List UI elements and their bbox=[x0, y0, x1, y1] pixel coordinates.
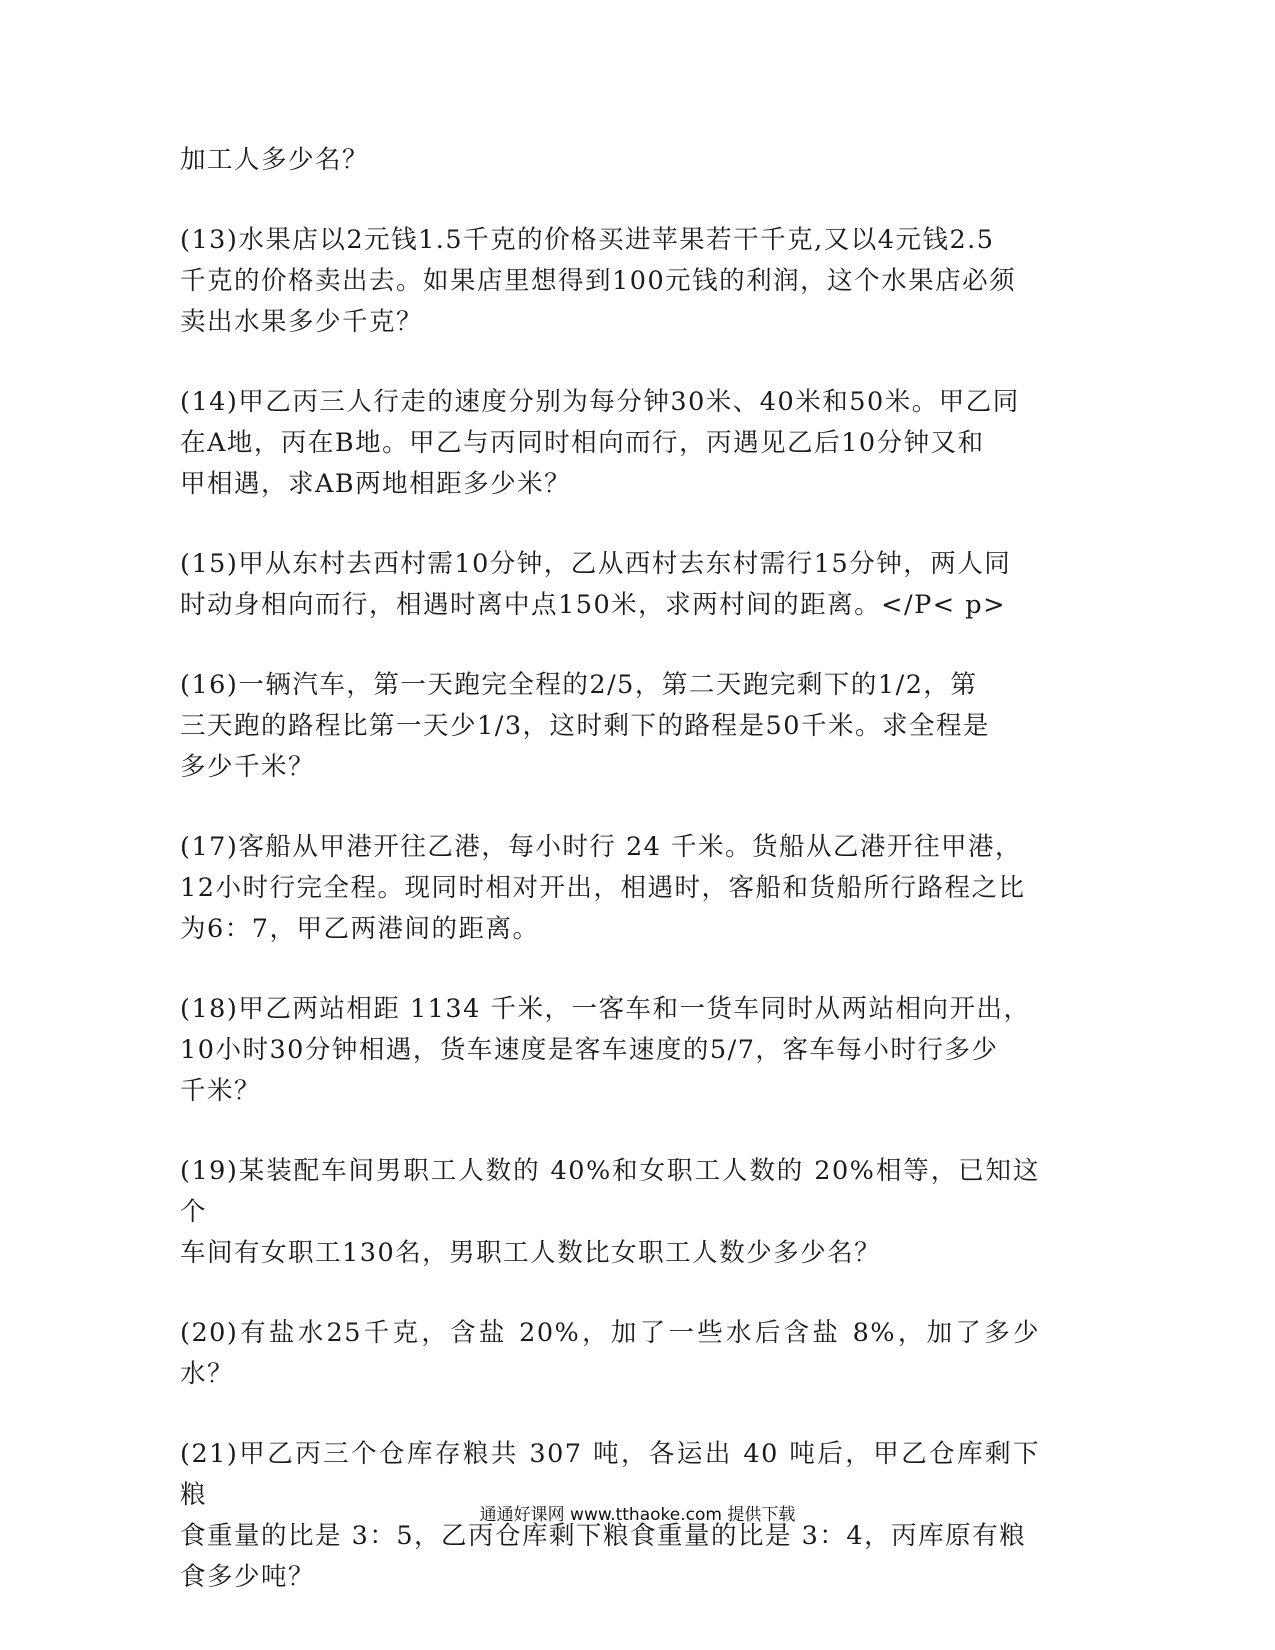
problem-17: (17)客船从甲港开往乙港，每小时行 24 千米。货船从乙港开往甲港， 12小时行完全程。现同时相对开出，相遇时，客船和货船所行路程之比 为6：7，甲乙两港间的距离。 bbox=[180, 832, 1026, 944]
problem-13: (13)水果店以2元钱1.5千克的价格买进苹果若干千克,又以4元钱2.5 千克的价格卖出去。如果店里想得到100元钱的利润，这个水果店必须 卖出水果多少千克？ bbox=[180, 225, 1017, 337]
problem-21: (21)甲乙丙三个仓库存粮共 307 吨，各运出 40 吨后，甲乙仓库剩下粮 食重量的比是 3：5，乙丙仓库剩下粮食重量的比是 3：4，丙库原有粮 食多少吨？ bbox=[180, 1439, 1040, 1592]
problem-16: (16)一辆汽车，第一天跑完全程的2/5，第二天跑完剩下的1/2，第 三天跑的路程比第一天少1/3，这时剩下的路程是50千米。求全程是 多少千米？ bbox=[180, 670, 990, 782]
problem-14: (14)甲乙丙三人行走的速度分别为每分钟30米、40米和50米。甲乙同 在A地，丙在B地。甲乙与丙同时相向而行，丙遇见乙后10分钟又和 甲相遇，求AB两地相距多少米？ bbox=[180, 387, 1020, 499]
problem-19: (19)某装配车间男职工人数的 40%和女职工人数的 20%相等，已知这个 车间有女职工130名，男职工人数比女职工人数少多少名？ bbox=[180, 1156, 1040, 1268]
problem-15: (15)甲从东村去西村需10分钟，乙从西村去东村需行15分钟，两人同 时动身相向而行，相遇时离中点150米，求两村间的距离。</P< p> bbox=[180, 549, 1012, 620]
document-body bbox=[180, 140, 1040, 1637]
problem-18: (18)甲乙两站相距 1134 千米，一客车和一货车同时从两站相向开出， 10小时30分钟相遇，货车速度是客车速度的5/7，客车每小时行多少 千米？ bbox=[180, 994, 1031, 1106]
problem-20: (20)有盐水25千克，含盐 20%，加了一些水后含盐 8%，加了多少水？ bbox=[180, 1318, 1040, 1389]
paragraph-continuation: 加工人多少名？ bbox=[180, 145, 370, 175]
page-footer: 通通好课网 www.tthaoke.com 提供下载 bbox=[479, 1505, 796, 1525]
